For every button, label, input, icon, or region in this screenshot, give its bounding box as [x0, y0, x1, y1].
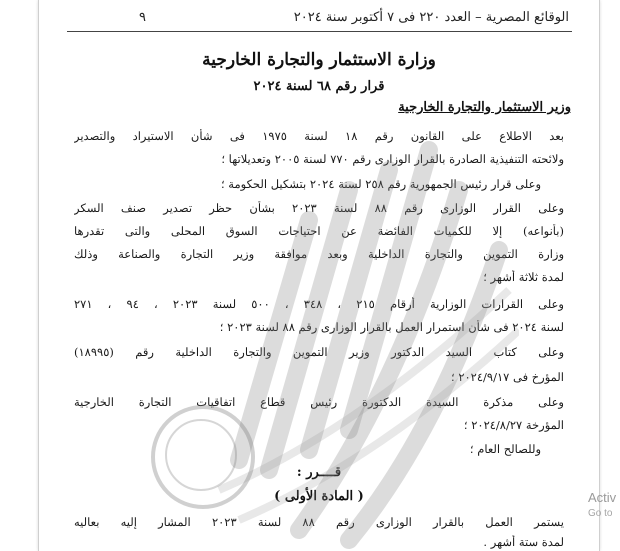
- body-line: لمدة ثلاثة أشهر ؛: [483, 270, 564, 284]
- ministry-title: وزارة الاستثمار والتجارة الخارجية: [202, 50, 436, 70]
- body-line: وللصالح العام ؛: [469, 442, 541, 456]
- body-line: بعد الاطلاع على القانون رقم ١٨ لسنة ١٩٧٥ فى شأن الاستيراد والتصدير: [74, 129, 564, 143]
- header-rule: [67, 31, 572, 32]
- body-line: وعلى القرارات الوزارية أرقام ٢١٥ ، ٣٤٨ ، ٥٠٠ لسنة ٢٠٢٣ ، ٩٤ ، ٢٧١: [74, 297, 564, 311]
- body-line: لسنة ٢٠٢٤ فى شأن استمرار العمل بالقرار الوزارى رقم ٨٨ لسنة ٢٠٢٣ ؛: [219, 320, 564, 334]
- activate-windows-subtitle: Go to: [588, 508, 613, 519]
- body-line: وعلى مذكرة السيدة الدكتورة رئيس قطاع اتفاقيات التجارة الخارجية: [74, 395, 564, 409]
- minister-title: وزير الاستثمار والتجارة الخارجية: [398, 100, 571, 115]
- body-line: وعلى كتاب السيد الدكتور وزير التموين والتجارة الداخلية رقم (١٨٩٩٥): [74, 345, 564, 359]
- body-line: المؤرخ فى ٢٠٢٤/٩/١٧ ؛: [451, 370, 564, 384]
- gazette-issue-title: الوقائع المصرية – العدد ٢٢٠ فى ٧ أكتوبر سنة ٢٠٢٤: [293, 10, 569, 25]
- gazette-page: [38, 0, 600, 551]
- article-heading: ( المادة الأولى ): [274, 489, 364, 504]
- decree-heading: قــــرر :: [296, 465, 342, 480]
- page-number: ٩: [139, 10, 146, 25]
- activate-windows-title: Activ: [588, 490, 617, 505]
- watermark-graphic: [99, 130, 519, 550]
- body-line: وعلى القرار الوزارى رقم ٨٨ لسنة ٢٠٢٣ بشأن حظر تصدير صنف السكر: [74, 201, 564, 215]
- body-line: وعلى قرار رئيس الجمهورية رقم ٢٥٨ لسنة ٢٠٢٤ بتشكيل الحكومة ؛: [221, 177, 541, 191]
- body-line: وزارة التموين والتجارة الداخلية وبعد موافقة وزير التجارة والصناعة وذلك: [74, 247, 564, 261]
- article-line: يستمر العمل بالقرار الوزارى رقم ٨٨ لسنة ٢٠٢٣ المشار إليه بعاليه: [74, 515, 564, 529]
- article-line: لمدة ستة أشهر .: [483, 535, 564, 549]
- body-line: ولائحته التنفيذية الصادرة بالقرار الوزارى رقم ٧٧٠ لسنة ٢٠٠٥ وتعديلاتها ؛: [221, 152, 564, 166]
- page-header: [39, 10, 599, 32]
- body-line: (بأنواعه) إلا للكميات الفائضة عن احتياجات السوق المحلى والتى تقدرها: [74, 224, 564, 238]
- decision-title: قرار رقم ٦٨ لسنة ٢٠٢٤: [253, 79, 385, 94]
- body-line: المؤرخة ٢٠٢٤/٨/٢٧ ؛: [463, 418, 564, 432]
